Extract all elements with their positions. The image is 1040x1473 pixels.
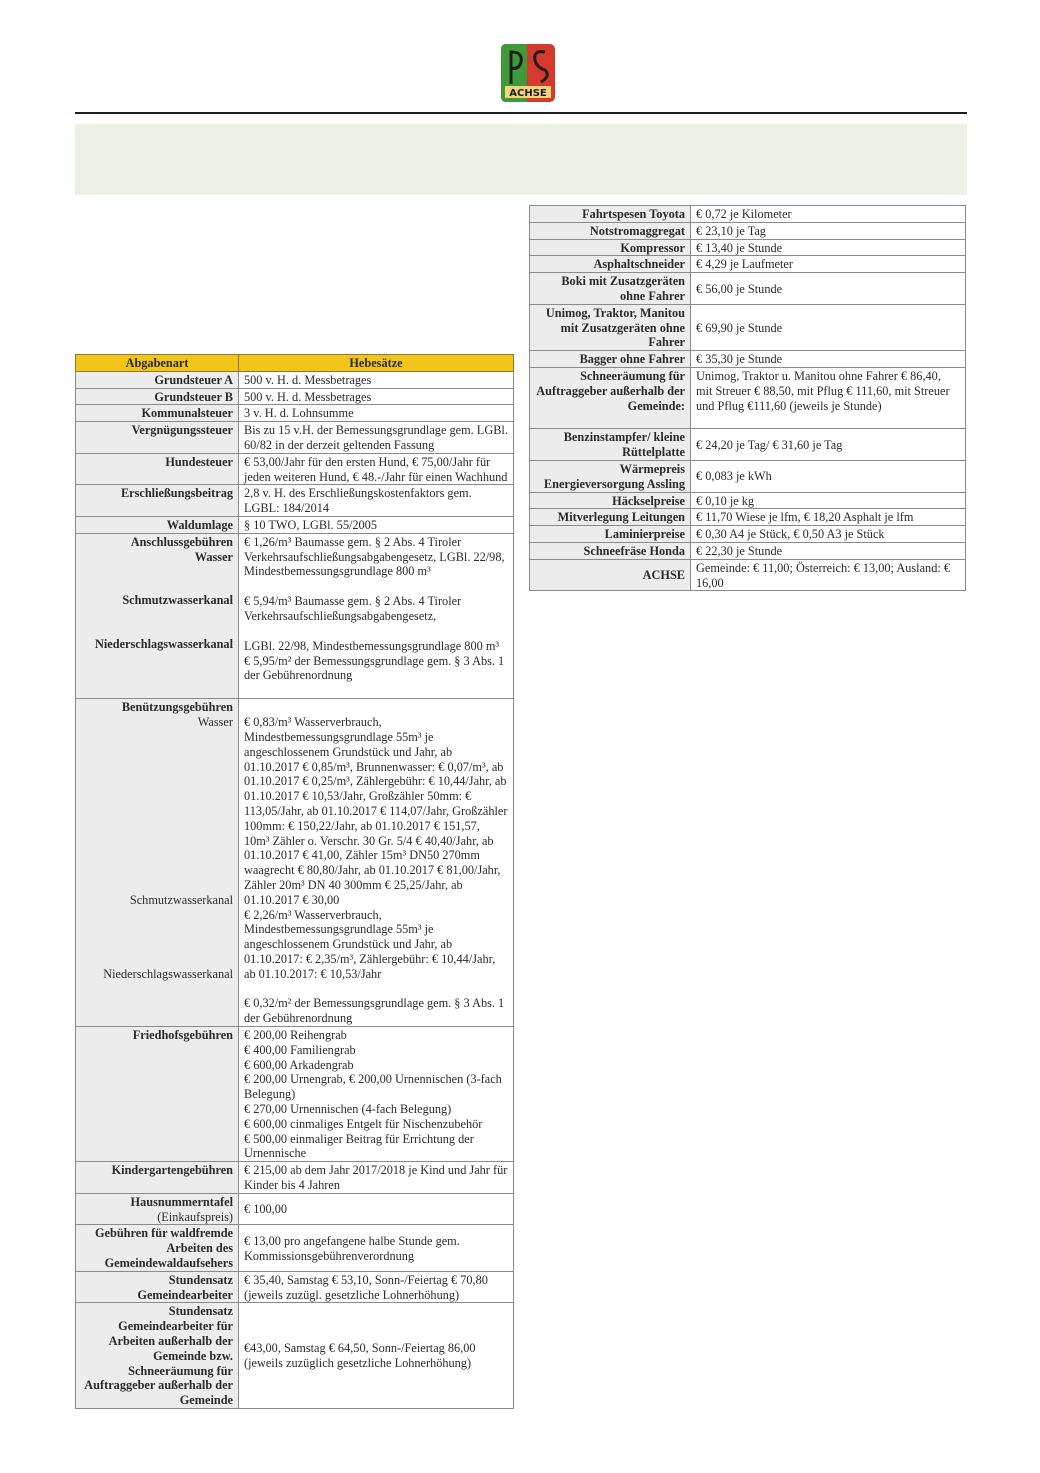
row-key: Asphaltschneider <box>530 256 691 273</box>
row-value: € 56,00 je Stunde <box>691 273 966 305</box>
row-value: € 0,72 je Kilometer <box>691 206 966 223</box>
row-value: 500 v. H. d. Messbetrages <box>239 371 514 388</box>
row-key: Bagger ohne Fahrer <box>530 351 691 368</box>
table-row <box>76 371 514 388</box>
row-value: € 69,90 je Stunde <box>691 304 966 350</box>
friedhof-line: € 500,00 einmaliger Beitrag für Errichtung der Urnennische <box>244 1131 474 1161</box>
row-key: Kindergartengebühren <box>76 1162 239 1194</box>
row-key <box>530 367 691 428</box>
anschluss-nieder-key: Niederschlagswasserkanal <box>95 637 233 652</box>
row-value: € 0,30 A4 je Stück, € 0,50 A3 je Stück <box>691 526 966 543</box>
row-key-text: Schneeräumung für Auftraggeber außerhalb der Gemeinde: <box>536 368 685 413</box>
row-key: Fahrtspesen Toyota <box>530 206 691 223</box>
row-key: Grundsteuer A <box>76 371 239 388</box>
table-row <box>530 492 966 509</box>
row-value: € 22,30 je Stunde <box>691 542 966 559</box>
anschluss-wasser-value: € 1,26/m³ Baumasse gem. § 2 Abs. 4 Tiroler Verkehrsaufschließungsabgabengesetz, LGBl. 22/98, Mindestbemessungsgrundlage 800 m³ <box>244 534 505 579</box>
table-row <box>530 559 966 591</box>
row-key: Gebühren für waldfremde Arbeiten des Gemeindewaldaufsehers <box>76 1225 239 1271</box>
benuetzung-schmutz-key: Schmutzwasserkanal <box>129 892 233 907</box>
row-value: § 10 TWO, LGBl. 55/2005 <box>239 516 514 533</box>
anschluss-schmutz-key: Schmutzwasserkanal <box>122 593 233 608</box>
benuetzung-schmutz-value: € 2,26/m³ Wasserverbrauch, Mindestbemessungsgrundlage 55m³ je angeschlossenem Grundstück und Jahr, ab 01.10.2017: € 2,35/m³, Zählergebühr: € 10,44/Jahr, ab 01.10.2017: € 10,53/Jahr <box>244 907 496 981</box>
table-row <box>530 429 966 461</box>
anschluss-schmutz-value: € 5,94/m³ Baumasse gem. § 2 Abs. 4 Tiroler Verkehrsaufschließungsabgabengesetz, <box>244 594 462 623</box>
row-value <box>691 367 966 428</box>
row-key <box>76 699 239 1027</box>
table-row <box>76 453 514 485</box>
row-value <box>239 699 514 1027</box>
friedhof-line: € 200,00 Reihengrab <box>244 1028 347 1043</box>
row-value: € 100,00 <box>239 1193 514 1225</box>
table-row <box>76 1162 514 1194</box>
row-value: € 13,00 pro angefangene halbe Stunde gem. Kommissionsgebührenverordnung <box>239 1225 514 1271</box>
table-row <box>76 1303 514 1409</box>
row-key: ACHSE <box>530 559 691 591</box>
row-key <box>76 1193 239 1225</box>
hausnummer-key: Hausnummerntafel <box>130 1194 233 1209</box>
table-row <box>530 351 966 368</box>
row-value: € 23,10 je Tag <box>691 222 966 239</box>
row-value: € 0,10 je kg <box>691 492 966 509</box>
table-row <box>530 239 966 256</box>
service-prices-table <box>529 205 966 591</box>
anschluss-nieder-value-2: € 5,95/m² der Bemessungsgrundlage gem. § 3 Abs. 1 der Gebührenordnung <box>244 653 505 683</box>
title-band <box>75 124 967 195</box>
table-row <box>76 388 514 405</box>
tax-rates-table <box>75 354 514 1409</box>
row-key: Schneefräse Honda <box>530 542 691 559</box>
friedhof-line: € 270,00 Urnennischen (4-fach Belegung) <box>244 1102 452 1117</box>
table-row <box>76 1271 514 1303</box>
benuetzung-key: Benützungsgebühren <box>121 700 233 715</box>
table-row <box>76 1225 514 1271</box>
row-value <box>239 1027 514 1162</box>
row-value: € 24,20 je Tag/ € 31,60 je Tag <box>691 429 966 461</box>
friedhof-line: € 200,00 Urnengrab, € 200,00 Urnennischen (3-fach Belegung) <box>244 1072 502 1102</box>
table-row <box>530 367 966 428</box>
table-header-row <box>76 355 514 372</box>
row-key: Mitverlegung Leitungen <box>530 509 691 526</box>
row-value: € 4,29 je Laufmeter <box>691 256 966 273</box>
row-key: Stundensatz Gemeindearbeiter <box>76 1271 239 1303</box>
row-key: Erschließungsbeitrag <box>76 485 239 517</box>
header-hebesaetze: Hebesätze <box>239 355 514 372</box>
row-key: Notstromaggregat <box>530 222 691 239</box>
table-row <box>530 273 966 305</box>
table-row-friedhof <box>76 1027 514 1162</box>
row-value: € 0,083 je kWh <box>691 460 966 492</box>
table-row <box>530 206 966 223</box>
row-value: € 35,30 je Stunde <box>691 351 966 368</box>
row-value: 500 v. H. d. Messbetrages <box>239 388 514 405</box>
row-key: Waldumlage <box>76 516 239 533</box>
row-value: € 11,70 Wiese je lfm, € 18,20 Asphalt je lfm <box>691 509 966 526</box>
table-row <box>76 516 514 533</box>
benuetzung-nieder-value: € 0,32/m² der Bemessungsgrundlage gem. § 3 Abs. 1 der Gebührenordnung <box>244 996 505 1026</box>
table-row <box>530 460 966 492</box>
row-value: € 215,00 ab dem Jahr 2017/2018 je Kind und Jahr für Kinder bis 4 Jahren <box>239 1162 514 1194</box>
logo-text: ACHSE <box>509 88 547 99</box>
friedhof-line: € 400,00 Familiengrab <box>244 1042 356 1057</box>
row-value: € 53,00/Jahr für den ersten Hund, € 75,00/Jahr für jeden weiteren Hund, € 48.-/Jahr für einen Wachhund <box>239 453 514 485</box>
friedhof-line: € 600,00 cinmaliges Entgelt für Nischenzubehör <box>244 1116 483 1131</box>
row-key: Vergnügungssteuer <box>76 422 239 454</box>
table-row <box>76 485 514 517</box>
row-key: Unimog, Traktor, Manitou mit Zusatzgeräten ohne Fahrer <box>530 304 691 350</box>
row-key: Stundensatz Gemeindearbeiter für Arbeiten außerhalb der Gemeinde bzw. Schneeräumung für Auftraggeber außerhalb der Gemeinde <box>76 1303 239 1409</box>
table-row <box>530 304 966 350</box>
row-key: Benzinstampfer/ kleine Rüttelplatte <box>530 429 691 461</box>
anschluss-key: Anschlussgebühren <box>130 534 233 549</box>
header-rule <box>75 112 967 114</box>
row-key: Grundsteuer B <box>76 388 239 405</box>
table-row-benuetzung <box>76 699 514 1027</box>
row-value: € 13,40 je Stunde <box>691 239 966 256</box>
row-key: Kompressor <box>530 239 691 256</box>
table-row <box>76 405 514 422</box>
table-row <box>530 509 966 526</box>
table-row <box>530 542 966 559</box>
friedhof-line: € 600,00 Arkadengrab <box>244 1057 354 1072</box>
row-value: € 35,40, Samstag € 53,10, Sonn-/Feiertag € 70,80 (jeweils zuzügl. gesetzliche Lohnerhöhung) <box>239 1271 514 1303</box>
benuetzung-wasser-value: € 0,83/m³ Wasserverbrauch, Mindestbemessungsgrundlage 55m³ je angeschlossenem Grundstück und Jahr, ab 01.10.2017 € 0,85/m³, Brunnenwasser: € 0,07/m³, ab 01.10.2017 € 0,25/m³, Zählergebühr: € 10,44/Jahr, ab 01.10.2017 € 10,53/Jahr, Großzähler 50mm: € 113,05/Jahr, ab 01.10.2017 € 114,07/Jahr, Großzähler 100mm: € 150,22/Jahr, ab 01.10.2017 € 151,57, 10m³ Zähler o. Verschr. 30 Gr. 5/4 € 40,40/Jahr, ab 01.10.2017 € 41,00, Zähler 15m³ DN50 270mm waagrecht € 80,80/Jahr, ab 01.10.2017 € 81,00/Jahr, Zähler 20m³ DN 40 300mm € 25,25/Jahr, ab 01.10.2017 € 30,00 <box>244 715 508 907</box>
benuetzung-wasser-key: Wasser <box>197 714 233 729</box>
row-key: Laminierpreise <box>530 526 691 543</box>
table-row <box>76 1193 514 1225</box>
row-value: 2,8 v. H. des Erschließungskostenfaktors gem. LGBL: 184/2014 <box>239 485 514 517</box>
anschluss-wasser-key: Wasser <box>194 549 233 564</box>
row-key: Friedhofsgebühren <box>76 1027 239 1162</box>
row-key: Kommunalsteuer <box>76 405 239 422</box>
table-row <box>530 256 966 273</box>
table-row <box>76 422 514 454</box>
row-key: Boki mit Zusatzgeräten ohne Fahrer <box>530 273 691 305</box>
row-key <box>76 533 239 698</box>
table-row <box>530 526 966 543</box>
row-value: Gemeinde: € 11,00; Österreich: € 13,00; Ausland: € 16,00 <box>691 559 966 591</box>
row-value: €43,00, Samstag € 64,50, Sonn-/Feiertag 86,00 (jeweils zuzüglich gesetzliche Lohnerhöhung) <box>239 1303 514 1409</box>
row-value: 3 v. H. d. Lohnsumme <box>239 405 514 422</box>
row-key: Wärmepreis Energieversorgung Assling <box>530 460 691 492</box>
row-value <box>239 533 514 698</box>
row-value-text: Unimog, Traktor u. Manitou ohne Fahrer € 86,40, mit Streuer € 88,50, mit Pflug € 111,60, mit Streuer und Pflug €111,60 (jeweils je Stunde) <box>696 368 950 413</box>
table-row-anschluss <box>76 533 514 698</box>
header-abgabenart: Abgabenart <box>76 355 239 372</box>
row-key: Hundesteuer <box>76 453 239 485</box>
row-value: Bis zu 15 v.H. der Bemessungsgrundlage gem. LGBl. 60/82 in der derzeit geltenden Fassung <box>239 422 514 454</box>
pachse-logo-icon <box>497 42 559 106</box>
row-key: Häckselpreise <box>530 492 691 509</box>
table-row <box>530 222 966 239</box>
anschluss-nieder-value-1: LGBl. 22/98, Mindestbemessungsgrundlage 800 m³ <box>244 638 500 653</box>
hausnummer-key-note: (Einkaufspreis) <box>157 1209 233 1224</box>
benuetzung-nieder-key: Niederschlagswasserkanal <box>103 966 233 981</box>
